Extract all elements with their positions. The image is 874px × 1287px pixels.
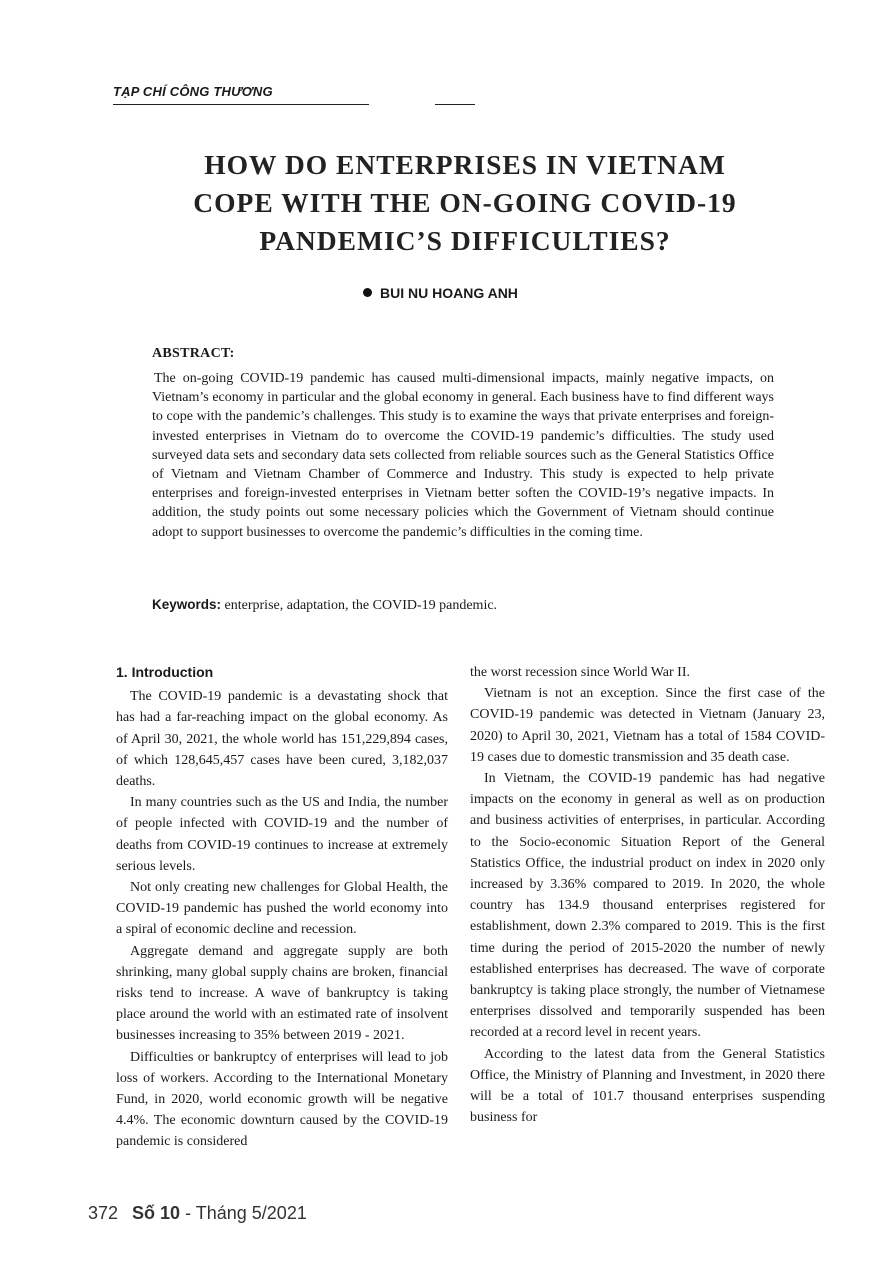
section-heading: 1. Introduction bbox=[116, 664, 214, 680]
abstract-heading: ABSTRACT: bbox=[152, 346, 235, 361]
author-name: BUI NU HOANG ANH bbox=[380, 285, 518, 301]
bullet-icon bbox=[363, 288, 372, 297]
article-title bbox=[80, 146, 850, 260]
right-column bbox=[470, 662, 825, 1128]
paragraph: Not only creating new challenges for Global Health, the COVID-19 pandemic has pushed the world economy into a spiral of economic decline and recession. bbox=[116, 880, 448, 938]
paragraph: According to the latest data from the General Statistics Office, the Ministry of Planning and Investment, in 2020 there will be a total of 101.7 thousand enterprises suspending business for bbox=[470, 1046, 825, 1126]
page-footer bbox=[88, 1203, 307, 1224]
paragraph: Difficulties or bankruptcy of enterprises will lead to job loss of workers. According to the International Monetary Fund, in 2020, world economic growth will be negative 4.4%. The economic downturn caused by the COVID-19 pandemic is considered bbox=[116, 1049, 448, 1150]
title-line: HOW DO ENTERPRISES IN VIETNAM bbox=[204, 149, 726, 180]
paragraph: Vietnam is not an exception. Since the first case of the COVID-19 pandemic was detected in Vietnam (January 23, 2020) to April 30, 2021, Vietnam has a total of 1584 COVID-19 cases due to domestic transmission and 35 death case. bbox=[470, 686, 825, 765]
keywords-label: Keywords: bbox=[152, 597, 222, 612]
title-line: PANDEMIC’S DIFFICULTIES? bbox=[259, 225, 671, 256]
title-line: COPE WITH THE ON-GOING COVID-19 bbox=[193, 187, 737, 218]
header-rule-short bbox=[435, 104, 475, 105]
left-column bbox=[116, 662, 448, 1153]
paragraph: Aggregate demand and aggregate supply are both shrinking, many global supply chains are broken, financial risks tend to increase. A wave of bankruptcy is taking place around the world with an estimated rate of insolvent businesses increasing to 35% between 2019 - 2021. bbox=[116, 943, 448, 1044]
issue-date: - Tháng 5/2021 bbox=[180, 1203, 307, 1223]
paragraph: In many countries such as the US and India, the number of people infected with COVID-19 and the number of deaths from COVID-19 continues to increase at extremely serious levels. bbox=[116, 795, 448, 874]
abstract-text: The on-going COVID-19 pandemic has caused multi-dimensional impacts, mainly negative impacts, on Vietnam’s economy in particular and the global economy in general. Each business have to find different ways to cope with the pandemic’s challenges. This study is to examine the ways that private enterprises and foreign-invested enterprises in Vietnam do to overcome the COVID-19 pandemic’s difficulties. The study used surveyed data sets and secondary data sets collected from reliable sources such as the General Statistics Office of Vietnam and Vietnam Chamber of Commerce and Industry. This study is expected to help private enterprises and foreign-invested enterprises in Vietnam better soften the COVID-19’s negative impacts. In addition, the study points out some necessary policies which the Government of Vietnam should continue adopt to support businesses to overcome the pandemic’s difficulties in the coming time. bbox=[152, 371, 774, 540]
page-number: 372 bbox=[88, 1203, 119, 1223]
paragraph: The COVID-19 pandemic is a devastating shock that has had a far-reaching impact on the global economy. As of April 30, 2021, the whole world has 151,229,894 cases, of which 128,645,457 cases have been cured, 3,182,037 deaths. bbox=[116, 689, 448, 790]
journal-name: TẠP CHÍ CÔNG THƯƠNG bbox=[113, 84, 273, 99]
header-rule bbox=[113, 104, 369, 105]
issue-number: Số 10 bbox=[132, 1203, 181, 1223]
paragraph-continuation: the worst recession since World War II. bbox=[470, 665, 691, 680]
keywords bbox=[152, 595, 774, 615]
paragraph: In Vietnam, the COVID-19 pandemic has had negative impacts on the economy in general as well as on production and business activities of enterprises, in particular. According to the Socio-economic Situation Report of the General Statistics Office, the industrial product on index in 2020 only increased by 3.36% compared to 2019. In 2020, the whole country has 134.9 thousand enterprises registered for establishment, down 2.3% compared to 2019. This is the first time during the period of 2015-2020 the number of newly established enterprises has decreased. The wave of corporate bankruptcy is taking place strongly, the number of Vietnamese enterprises dissolved and temporarily suspended has been recorded at a record level in recent years. bbox=[470, 771, 825, 1041]
keywords-list: enterprise, adaptation, the COVID-19 pandemic. bbox=[221, 598, 498, 613]
author-line bbox=[363, 285, 518, 301]
